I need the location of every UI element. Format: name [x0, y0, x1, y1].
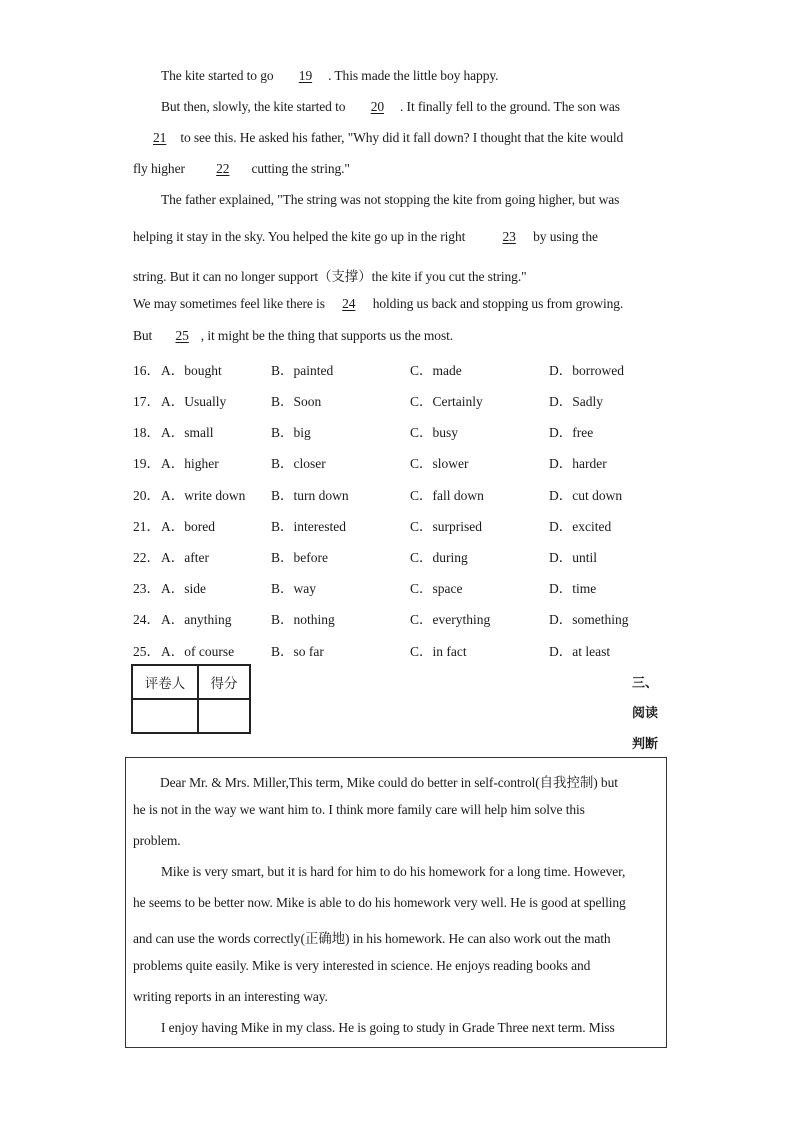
option-c: C．Certainly [410, 394, 483, 409]
option-c: C．busy [410, 425, 459, 440]
blank-23: 23 [502, 229, 516, 244]
option-b: B．interested [271, 519, 346, 534]
option-d: D．harder [549, 456, 607, 471]
passage-line: he seems to be better now. Mike is able to do his homework very well. He is good at spelling [133, 895, 626, 910]
story-text: The kite started to go [161, 68, 277, 83]
option-d: D．free [549, 425, 594, 440]
story-text: . It finally fell to the ground. The son was [400, 99, 620, 114]
passage-line: Dear Mr. & Mrs. Miller,This term, Mike could do better in self-control(自我控制) but [160, 775, 618, 790]
section-title-line2: 判断 [632, 737, 659, 752]
blank-25: 25 [175, 328, 189, 343]
option-c: C．fall down [410, 488, 484, 503]
option-a: A．bought [161, 363, 222, 378]
blank-24: 24 [342, 296, 356, 311]
score-cell [198, 699, 250, 733]
question-number: 18． [133, 425, 160, 440]
option-b: B．way [271, 581, 316, 596]
option-c: C．slower [410, 456, 469, 471]
option-d: D．until [549, 550, 598, 565]
story-line-23 [133, 229, 598, 245]
option-a: A．small [161, 425, 214, 440]
passage-line: Mike is very smart, but it is hard for him to do his homework for a long time. However, [161, 864, 626, 879]
option-d: D．borrowed [549, 363, 624, 378]
passage-line: I enjoy having Mike in my class. He is going to study in Grade Three next term. Miss [161, 1020, 615, 1035]
story-line-22 [133, 161, 350, 177]
story-line-19 [161, 68, 498, 84]
option-c: C．during [410, 550, 468, 565]
question-number: 17． [133, 394, 160, 409]
story-text: But then, slowly, the kite started to [161, 99, 349, 114]
option-a: A．anything [161, 612, 232, 627]
option-d: D．something [549, 612, 629, 627]
option-d: D．Sadly [549, 394, 603, 409]
option-a: A．higher [161, 456, 219, 471]
option-b: B．big [271, 425, 311, 440]
option-d: D．excited [549, 519, 612, 534]
question-number: 16． [133, 363, 160, 378]
story-line: string. But it can no longer support（支撑）the kite if you cut the string." [133, 269, 527, 284]
story-line-25 [133, 328, 453, 344]
option-a: A．bored [161, 519, 215, 534]
question-number: 23． [133, 581, 160, 596]
option-b: B．nothing [271, 612, 335, 627]
section-number: 三、 [632, 676, 659, 691]
option-d: D．cut down [549, 488, 623, 503]
option-a: A．after [161, 550, 209, 565]
option-a: A．side [161, 581, 206, 596]
option-c: C．everything [410, 612, 491, 627]
option-d: D．at least [549, 644, 611, 659]
passage-line: and can use the words correctly(正确地) in his homework. He can also work out the math [133, 931, 611, 946]
question-number: 21． [133, 519, 160, 534]
blank-19: 19 [298, 68, 313, 83]
question-number: 20． [133, 488, 160, 503]
option-b: B．closer [271, 456, 326, 471]
story-text: . This made the little boy happy. [328, 68, 499, 83]
blank-22: 22 [216, 161, 230, 176]
story-text: helping it stay in the sky. You helped the kite go up in the right [133, 229, 469, 244]
question-number: 22． [133, 550, 160, 565]
option-a: A．write down [161, 488, 246, 503]
section-title-line1: 阅读 [632, 706, 659, 721]
option-b: B．painted [271, 363, 334, 378]
story-text: by using the [529, 229, 598, 244]
story-text: But [133, 328, 156, 343]
story-text: to see this. He asked his father, "Why did it fall down? I thought that the kite would [180, 130, 624, 145]
option-a: A．Usually [161, 394, 227, 409]
passage-line: problems quite easily. Mike is very interested in science. He enjoys reading books and [133, 958, 591, 973]
option-b: B．turn down [271, 488, 349, 503]
passage-line: he is not in the way we want him to. I think more family care will help him solve this [133, 802, 585, 817]
option-a: A．of course [161, 644, 235, 659]
grader-cell [132, 699, 198, 733]
story-line: The father explained, "The string was not stopping the kite from going higher, but was [161, 192, 620, 207]
question-number: 25． [133, 644, 160, 659]
score-header: 得分 [198, 665, 250, 699]
story-line-24 [133, 296, 623, 312]
story-line-20 [161, 99, 620, 115]
blank-21: 21 [153, 130, 167, 145]
grader-header: 评卷人 [132, 665, 198, 699]
score-table [131, 664, 251, 734]
option-d: D．time [549, 581, 597, 596]
option-c: C．surprised [410, 519, 482, 534]
blank-20: 20 [370, 99, 384, 114]
passage-line: writing reports in an interesting way. [133, 989, 328, 1004]
story-line-21 [133, 130, 623, 146]
story-text: We may sometimes feel like there is [133, 296, 329, 311]
option-b: B．so far [271, 644, 324, 659]
option-c: C．in fact [410, 644, 467, 659]
story-text: holding us back and stopping us from growing. [369, 296, 624, 311]
question-number: 24． [133, 612, 160, 627]
story-text: fly higher [133, 161, 189, 176]
story-text: , it might be the thing that supports us the most. [200, 328, 454, 343]
question-number: 19． [133, 456, 160, 471]
option-b: B．before [271, 550, 328, 565]
story-text: cutting the string." [251, 161, 350, 176]
option-c: C．made [410, 363, 462, 378]
passage-line: problem. [133, 833, 181, 848]
option-b: B．Soon [271, 394, 322, 409]
option-c: C．space [410, 581, 463, 596]
